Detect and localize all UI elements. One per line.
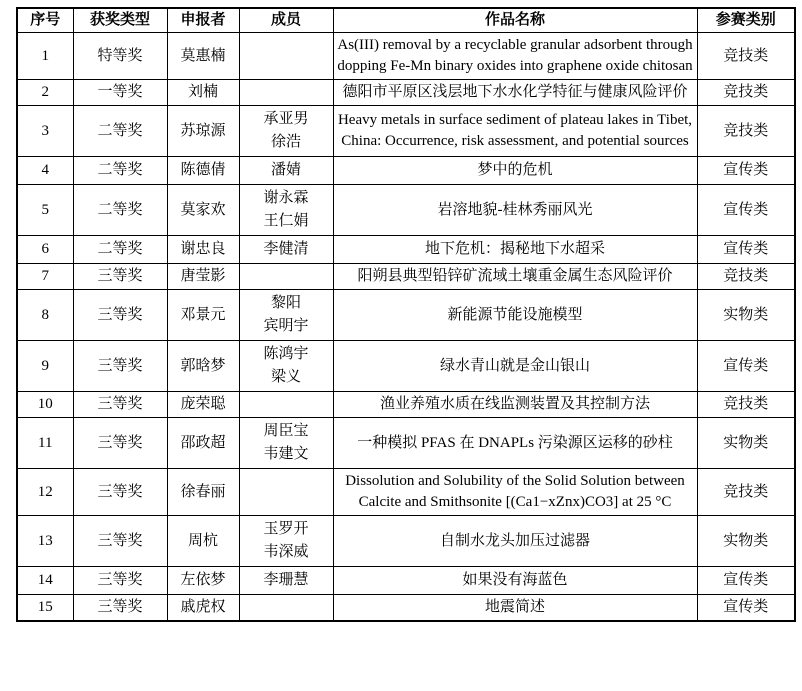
cell-applicant: 郭晗梦 [167,341,239,392]
table-row [17,469,795,516]
member-name: 玉罗开 [263,521,309,537]
cell-category: 宣传类 [697,236,795,264]
table-row [17,567,795,595]
cell-work: 绿水青山就是金山银山 [333,341,697,392]
member-name: 陈鸿宇 [263,346,309,362]
member-name: 徐浩 [270,134,301,150]
cell-members [239,567,333,595]
cell-members [239,185,333,236]
cell-no: 4 [17,157,73,185]
cell-applicant: 庞荣聪 [167,392,239,418]
cell-no: 6 [17,236,73,264]
cell-award: 二等奖 [73,157,167,185]
member-name: 梁义 [270,369,301,385]
cell-members [239,595,333,622]
cell-no: 1 [17,33,73,80]
cell-award: 二等奖 [73,185,167,236]
table-row [17,157,795,185]
cell-award: 三等奖 [73,392,167,418]
cell-no: 2 [17,80,73,106]
cell-applicant: 周杭 [167,516,239,567]
member-name: 韦建文 [263,446,309,462]
table-row [17,595,795,622]
member-name: 黎阳 [270,295,301,311]
cell-category: 竞技类 [697,469,795,516]
cell-no: 12 [17,469,73,516]
member-name: 王仁娟 [263,213,309,229]
cell-no: 8 [17,290,73,341]
cell-applicant: 徐春丽 [167,469,239,516]
cell-category: 竞技类 [697,392,795,418]
cell-award: 三等奖 [73,290,167,341]
cell-members [239,392,333,418]
cell-applicant: 唐莹影 [167,264,239,290]
member-name: 潘婧 [270,162,301,178]
cell-work: 德阳市平原区浅层地下水水化学特征与健康风险评价 [333,80,697,106]
cell-award: 特等奖 [73,33,167,80]
table-row [17,516,795,567]
table-row [17,341,795,392]
cell-members [239,469,333,516]
cell-members [239,236,333,264]
cell-no: 14 [17,567,73,595]
cell-work: 如果没有海蓝色 [333,567,697,595]
header-members: 成员 [239,8,333,33]
cell-no: 9 [17,341,73,392]
member-name: 周臣宝 [263,423,309,439]
cell-no: 15 [17,595,73,622]
cell-members [239,157,333,185]
cell-work: As(III) removal by a recyclable granular adsorbent through dopping Fe-Mn binary oxides into graphene oxide chitosan [333,33,697,80]
cell-award: 三等奖 [73,595,167,622]
cell-category: 宣传类 [697,341,795,392]
cell-no: 11 [17,418,73,469]
cell-category: 宣传类 [697,157,795,185]
header-work: 作品名称 [333,8,697,33]
cell-work: 地下危机：揭秘地下水超采 [333,236,697,264]
cell-members [239,418,333,469]
member-name: 承亚男 [263,111,309,127]
member-name: 谢永霖 [263,190,309,206]
cell-work: 岩溶地貌-桂林秀丽风光 [333,185,697,236]
cell-category: 竞技类 [697,264,795,290]
cell-applicant: 刘楠 [167,80,239,106]
cell-award: 三等奖 [73,516,167,567]
cell-members [239,106,333,157]
cell-category: 宣传类 [697,595,795,622]
header-award: 获奖类型 [73,8,167,33]
cell-members [239,516,333,567]
member-name: 宾明宇 [263,318,309,334]
cell-members [239,80,333,106]
cell-category: 竞技类 [697,80,795,106]
table-row [17,418,795,469]
cell-no: 5 [17,185,73,236]
cell-members [239,341,333,392]
cell-applicant: 莫惠楠 [167,33,239,80]
award-table-body [17,33,795,622]
cell-work: 梦中的危机 [333,157,697,185]
cell-applicant: 苏琼源 [167,106,239,157]
cell-no: 3 [17,106,73,157]
cell-applicant: 谢忠良 [167,236,239,264]
cell-members [239,33,333,80]
cell-applicant: 莫家欢 [167,185,239,236]
cell-work: 地震简述 [333,595,697,622]
cell-award: 三等奖 [73,264,167,290]
cell-award: 三等奖 [73,469,167,516]
cell-award: 二等奖 [73,236,167,264]
cell-no: 7 [17,264,73,290]
table-row [17,264,795,290]
cell-applicant: 邓景元 [167,290,239,341]
table-row [17,33,795,80]
cell-work: 新能源节能设施模型 [333,290,697,341]
table-row [17,392,795,418]
cell-no: 13 [17,516,73,567]
cell-applicant: 左依梦 [167,567,239,595]
cell-work: 一种模拟 PFAS 在 DNAPLs 污染源区运移的砂柱 [333,418,697,469]
header-applicant: 申报者 [167,8,239,33]
cell-award: 一等奖 [73,80,167,106]
header-no: 序号 [17,8,73,33]
header-category: 参赛类别 [697,8,795,33]
cell-award: 三等奖 [73,418,167,469]
cell-applicant: 陈德倩 [167,157,239,185]
cell-category: 实物类 [697,418,795,469]
cell-work: 自制水龙头加压过滤器 [333,516,697,567]
cell-members [239,264,333,290]
cell-award: 三等奖 [73,341,167,392]
member-name: 李珊慧 [263,572,309,588]
table-row [17,185,795,236]
table-row [17,106,795,157]
cell-award: 三等奖 [73,567,167,595]
table-header-row [17,8,795,33]
cell-category: 实物类 [697,516,795,567]
cell-category: 竞技类 [697,33,795,80]
cell-category: 宣传类 [697,185,795,236]
cell-category: 宣传类 [697,567,795,595]
table-row [17,236,795,264]
table-row [17,290,795,341]
cell-work: Dissolution and Solubility of the Solid Solution between Calcite and Smithsonite [(Ca1−xZnx)CO3] at 25 °C [333,469,697,516]
cell-award: 二等奖 [73,106,167,157]
cell-no: 10 [17,392,73,418]
cell-work: 渔业养殖水质在线监测装置及其控制方法 [333,392,697,418]
member-name: 韦深威 [263,544,309,560]
table-row [17,80,795,106]
cell-work: Heavy metals in surface sediment of plateau lakes in Tibet, China: Occurrence, risk assessment, and potential sources [333,106,697,157]
award-table [16,7,796,622]
cell-work: 阳朔县典型铅锌矿流域土壤重金属生态风险评价 [333,264,697,290]
cell-category: 实物类 [697,290,795,341]
cell-applicant: 邵政超 [167,418,239,469]
cell-applicant: 戚虎权 [167,595,239,622]
cell-category: 竞技类 [697,106,795,157]
cell-members [239,290,333,341]
member-name: 李健清 [263,241,309,257]
